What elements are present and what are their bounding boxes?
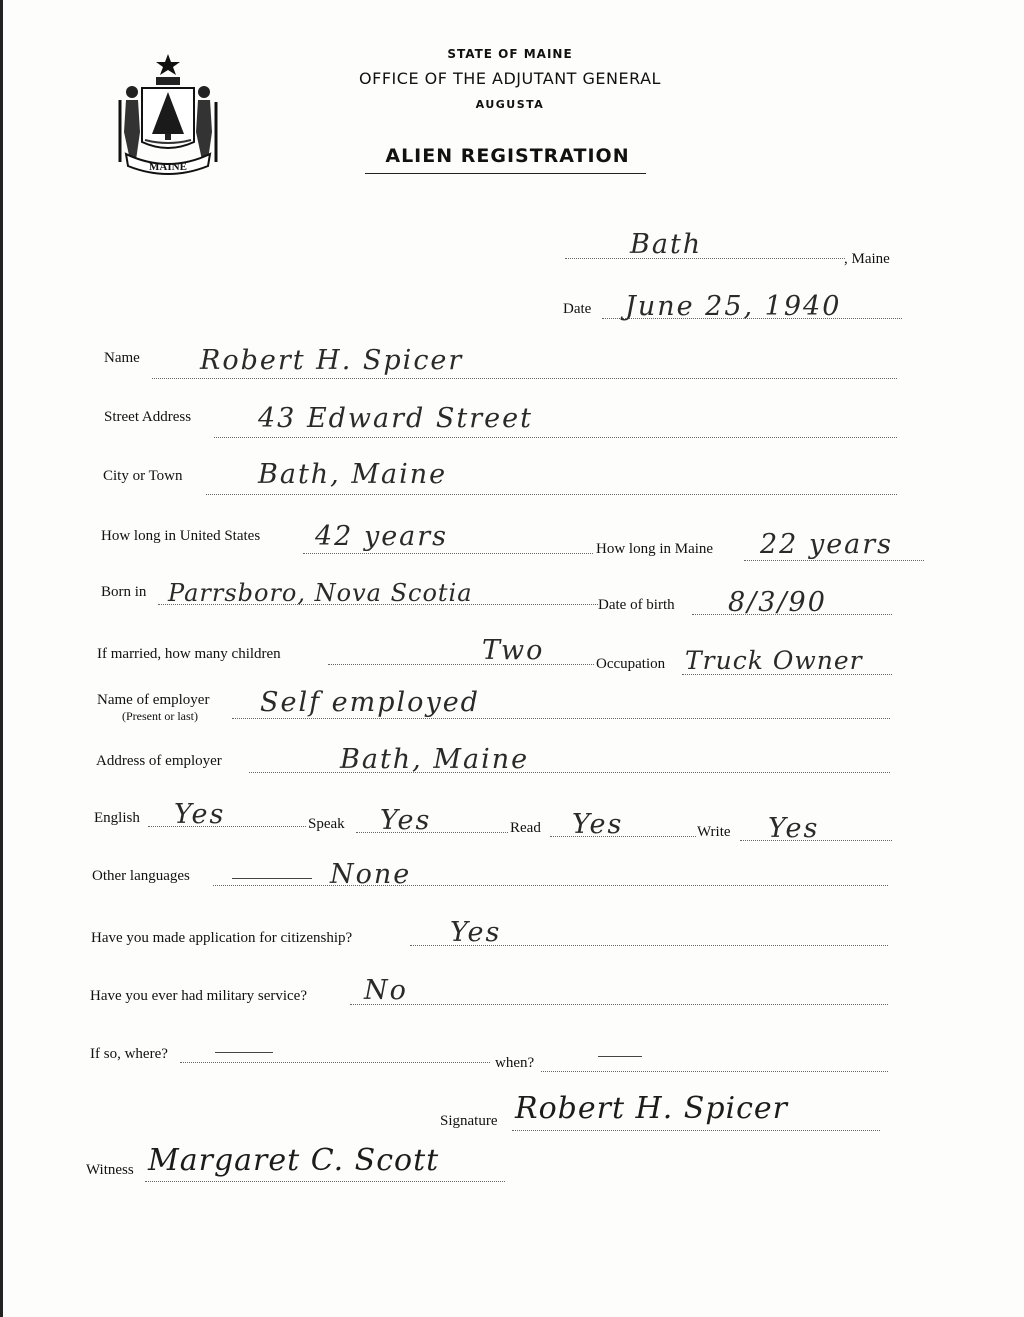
scan-edge: [0, 0, 3, 1317]
military-label: Have you ever had military service?: [90, 988, 307, 1004]
english-label: English: [94, 810, 140, 826]
street-address-line: [214, 437, 897, 438]
how-long-maine-value: 22 years: [760, 529, 894, 560]
write-value: Yes: [768, 813, 820, 844]
seal-text: MAINE: [149, 161, 187, 173]
form-title: ALIEN REGISTRATION: [385, 145, 630, 167]
employer-address-label: Address of employer: [96, 753, 222, 769]
title-underline: [365, 173, 646, 174]
date-of-birth-value: 8/3/90: [728, 587, 827, 618]
header-city: AUGUSTA: [475, 98, 545, 111]
how-long-maine-line: [744, 560, 924, 561]
occupation-value: Truck Owner: [685, 646, 863, 675]
date-label: Date: [563, 301, 592, 317]
name-value: Robert H. Spicer: [200, 345, 464, 376]
how-long-us-label: How long in United States: [101, 528, 261, 544]
military-line: [350, 1004, 888, 1005]
employer-address-value: Bath, Maine: [340, 744, 530, 775]
date-value: June 25, 1940: [625, 291, 842, 322]
city-town-label: City or Town: [103, 468, 183, 484]
english-value: Yes: [174, 799, 226, 830]
born-in-label: Born in: [101, 584, 147, 600]
signature-label: Signature: [440, 1113, 498, 1129]
speak-label: Speak: [308, 816, 345, 832]
when-dash: [598, 1056, 642, 1057]
how-long-maine-label: How long in Maine: [596, 541, 714, 557]
children-value: Two: [482, 635, 545, 666]
witness-label: Witness: [86, 1162, 134, 1178]
name-line: [152, 378, 897, 379]
other-languages-line: [213, 885, 888, 886]
other-languages-value: None: [330, 859, 412, 890]
city-town-value: Bath, Maine: [258, 459, 448, 490]
employer-name-sublabel: (Present or last): [122, 709, 198, 723]
children-label: If married, how many children: [97, 646, 281, 662]
children-line: [328, 664, 594, 665]
where-dash: [215, 1052, 273, 1053]
name-label: Name: [104, 350, 140, 366]
date-of-birth-label: Date of birth: [598, 597, 675, 613]
speak-line: [356, 832, 508, 833]
signature-value: Robert H. Spicer: [515, 1091, 789, 1126]
city-town-line: [206, 494, 897, 495]
read-label: Read: [510, 820, 541, 836]
where-label: If so, where?: [90, 1046, 168, 1062]
place-value: Bath: [630, 229, 703, 260]
other-languages-dash: [232, 878, 312, 879]
speak-value: Yes: [380, 805, 432, 836]
other-languages-label: Other languages: [92, 868, 190, 884]
write-label: Write: [697, 824, 731, 840]
street-address-value: 43 Edward Street: [258, 403, 533, 434]
when-label: when?: [495, 1055, 535, 1071]
witness-line: [145, 1181, 505, 1182]
employer-name-label: Name of employer: [97, 692, 210, 708]
citizenship-value: Yes: [450, 917, 502, 948]
header-state: STATE OF MAINE: [447, 47, 573, 61]
header-office: OFFICE OF THE ADJUTANT GENERAL: [359, 69, 661, 88]
how-long-us-value: 42 years: [315, 521, 449, 552]
occupation-label: Occupation: [596, 656, 666, 672]
when-line: [541, 1071, 888, 1072]
place-line: [565, 258, 845, 259]
maine-state-seal-icon: [112, 50, 224, 178]
employer-name-value: Self employed: [260, 687, 480, 718]
witness-value: Margaret C. Scott: [148, 1143, 440, 1178]
read-value: Yes: [572, 809, 624, 840]
employer-name-line: [232, 718, 890, 719]
citizenship-label: Have you made application for citizenship?: [91, 930, 353, 946]
signature-line: [512, 1130, 880, 1131]
street-address-label: Street Address: [104, 409, 192, 425]
how-long-us-line: [303, 553, 593, 554]
where-line: [180, 1062, 490, 1063]
place-suffix: , Maine: [844, 251, 890, 267]
english-line: [148, 826, 306, 827]
born-in-value: Parrsboro, Nova Scotia: [168, 579, 473, 607]
military-value: No: [364, 975, 408, 1006]
